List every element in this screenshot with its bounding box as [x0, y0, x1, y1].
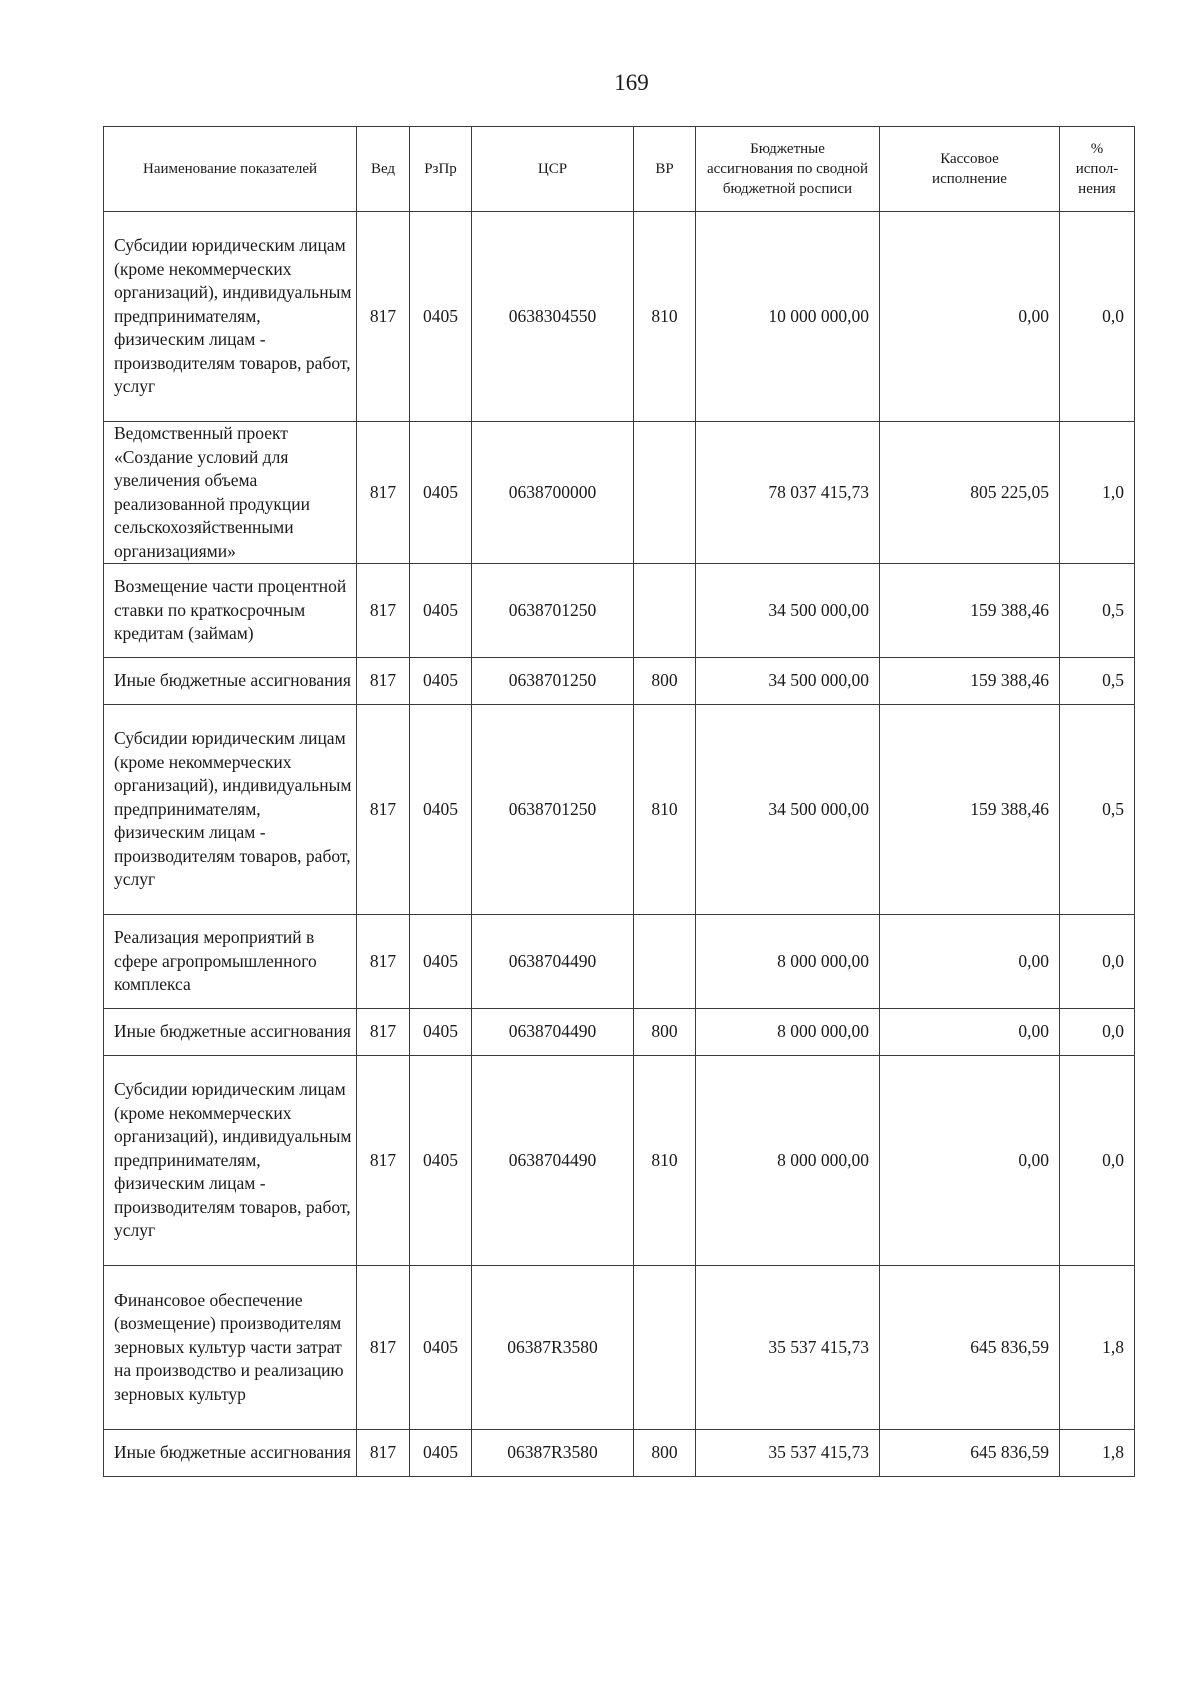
row-execution-percent: 0,5 [1060, 658, 1135, 705]
row-ved: 817 [357, 658, 410, 705]
row-ved: 817 [357, 915, 410, 1009]
column-header-execution-percent: % испол-нения [1060, 127, 1135, 212]
row-rzpr: 0405 [410, 1009, 472, 1056]
row-name: Субсидии юридическим лицам (кроме некоммерческих организаций), индивидуальным предпринимателям, физическим лицам - производителям товаров, работ, услуг [104, 705, 357, 915]
row-name: Реализация мероприятий в сфере агропромышленного комплекса [104, 915, 357, 1009]
row-vr: 800 [634, 1009, 696, 1056]
column-header-vr: ВР [634, 127, 696, 212]
row-vr [634, 915, 696, 1009]
row-vr: 810 [634, 705, 696, 915]
row-ved: 817 [357, 1266, 410, 1430]
row-name: Ведомственный проект «Создание условий для увеличения объема реализованной продукции сельскохозяйственными организациями» [104, 422, 357, 564]
row-vr: 800 [634, 1430, 696, 1477]
row-csr: 0638701250 [472, 658, 634, 705]
table-row [104, 658, 1135, 705]
row-rzpr: 0405 [410, 1266, 472, 1430]
row-execution-percent: 1,8 [1060, 1430, 1135, 1477]
row-execution-percent: 0,0 [1060, 1009, 1135, 1056]
row-budget-assignment: 35 537 415,73 [696, 1266, 880, 1430]
column-header-ved: Вед [357, 127, 410, 212]
page-number: 169 [614, 70, 649, 95]
row-vr: 810 [634, 212, 696, 422]
table-row [104, 1430, 1135, 1477]
row-cash-execution: 805 225,05 [880, 422, 1060, 564]
row-execution-percent: 1,0 [1060, 422, 1135, 564]
row-cash-execution: 645 836,59 [880, 1266, 1060, 1430]
row-name: Иные бюджетные ассигнования [104, 1009, 357, 1056]
row-csr: 0638701250 [472, 705, 634, 915]
row-rzpr: 0405 [410, 564, 472, 658]
row-ved: 817 [357, 1430, 410, 1477]
row-ved: 817 [357, 212, 410, 422]
row-csr: 0638700000 [472, 422, 634, 564]
table-row [104, 1266, 1135, 1430]
row-rzpr: 0405 [410, 1056, 472, 1266]
row-ved: 817 [357, 422, 410, 564]
row-name: Субсидии юридическим лицам (кроме некоммерческих организаций), индивидуальным предпринимателям, физическим лицам - производителям товаров, работ, услуг [104, 212, 357, 422]
row-csr: 0638704490 [472, 915, 634, 1009]
row-budget-assignment: 10 000 000,00 [696, 212, 880, 422]
row-execution-percent: 0,0 [1060, 212, 1135, 422]
row-ved: 817 [357, 1056, 410, 1266]
row-rzpr: 0405 [410, 658, 472, 705]
row-csr: 06387R3580 [472, 1266, 634, 1430]
row-execution-percent: 1,8 [1060, 1266, 1135, 1430]
row-vr: 800 [634, 658, 696, 705]
row-budget-assignment: 35 537 415,73 [696, 1430, 880, 1477]
row-execution-percent: 0,0 [1060, 1056, 1135, 1266]
row-name: Иные бюджетные ассигнования [104, 658, 357, 705]
row-execution-percent: 0,5 [1060, 705, 1135, 915]
table-row [104, 212, 1135, 422]
table-row [104, 705, 1135, 915]
row-execution-percent: 0,5 [1060, 564, 1135, 658]
row-csr: 0638304550 [472, 212, 634, 422]
column-header-rzpr: РзПр [410, 127, 472, 212]
row-rzpr: 0405 [410, 212, 472, 422]
row-budget-assignment: 34 500 000,00 [696, 658, 880, 705]
row-cash-execution: 159 388,46 [880, 658, 1060, 705]
row-name: Иные бюджетные ассигнования [104, 1430, 357, 1477]
column-header-csr: ЦСР [472, 127, 634, 212]
row-csr: 0638704490 [472, 1056, 634, 1266]
row-cash-execution: 159 388,46 [880, 564, 1060, 658]
row-csr: 06387R3580 [472, 1430, 634, 1477]
row-cash-execution: 0,00 [880, 1009, 1060, 1056]
row-rzpr: 0405 [410, 422, 472, 564]
row-csr: 0638704490 [472, 1009, 634, 1056]
row-name: Финансовое обеспечение (возмещение) производителям зерновых культур части затрат на производство и реализацию зерновых культур [104, 1266, 357, 1430]
row-cash-execution: 0,00 [880, 212, 1060, 422]
row-execution-percent: 0,0 [1060, 915, 1135, 1009]
row-budget-assignment: 8 000 000,00 [696, 915, 880, 1009]
row-vr [634, 422, 696, 564]
table-row [104, 1056, 1135, 1266]
table-row [104, 1009, 1135, 1056]
row-rzpr: 0405 [410, 705, 472, 915]
row-cash-execution: 0,00 [880, 915, 1060, 1009]
row-rzpr: 0405 [410, 1430, 472, 1477]
row-budget-assignment: 78 037 415,73 [696, 422, 880, 564]
column-header-budget-assignments: Бюджетные ассигнования по сводной бюджетной росписи [696, 127, 880, 212]
row-budget-assignment: 8 000 000,00 [696, 1056, 880, 1266]
table-row [104, 422, 1135, 564]
row-rzpr: 0405 [410, 915, 472, 1009]
table-row [104, 915, 1135, 1009]
table-row [104, 564, 1135, 658]
row-cash-execution: 159 388,46 [880, 705, 1060, 915]
row-name: Субсидии юридическим лицам (кроме некоммерческих организаций), индивидуальным предпринимателям, физическим лицам - производителям товаров, работ, услуг [104, 1056, 357, 1266]
budget-execution-table [103, 126, 1135, 1477]
row-budget-assignment: 8 000 000,00 [696, 1009, 880, 1056]
row-ved: 817 [357, 564, 410, 658]
row-ved: 817 [357, 1009, 410, 1056]
row-cash-execution: 645 836,59 [880, 1430, 1060, 1477]
row-vr [634, 564, 696, 658]
row-csr: 0638701250 [472, 564, 634, 658]
row-vr: 810 [634, 1056, 696, 1266]
column-header-cash-execution: Кассовое исполнение [880, 127, 1060, 212]
row-budget-assignment: 34 500 000,00 [696, 705, 880, 915]
table-header-row [104, 127, 1135, 212]
row-name: Возмещение части процентной ставки по краткосрочным кредитам (займам) [104, 564, 357, 658]
row-ved: 817 [357, 705, 410, 915]
row-cash-execution: 0,00 [880, 1056, 1060, 1266]
row-budget-assignment: 34 500 000,00 [696, 564, 880, 658]
row-vr [634, 1266, 696, 1430]
column-header-name: Наименование показателей [104, 127, 357, 212]
